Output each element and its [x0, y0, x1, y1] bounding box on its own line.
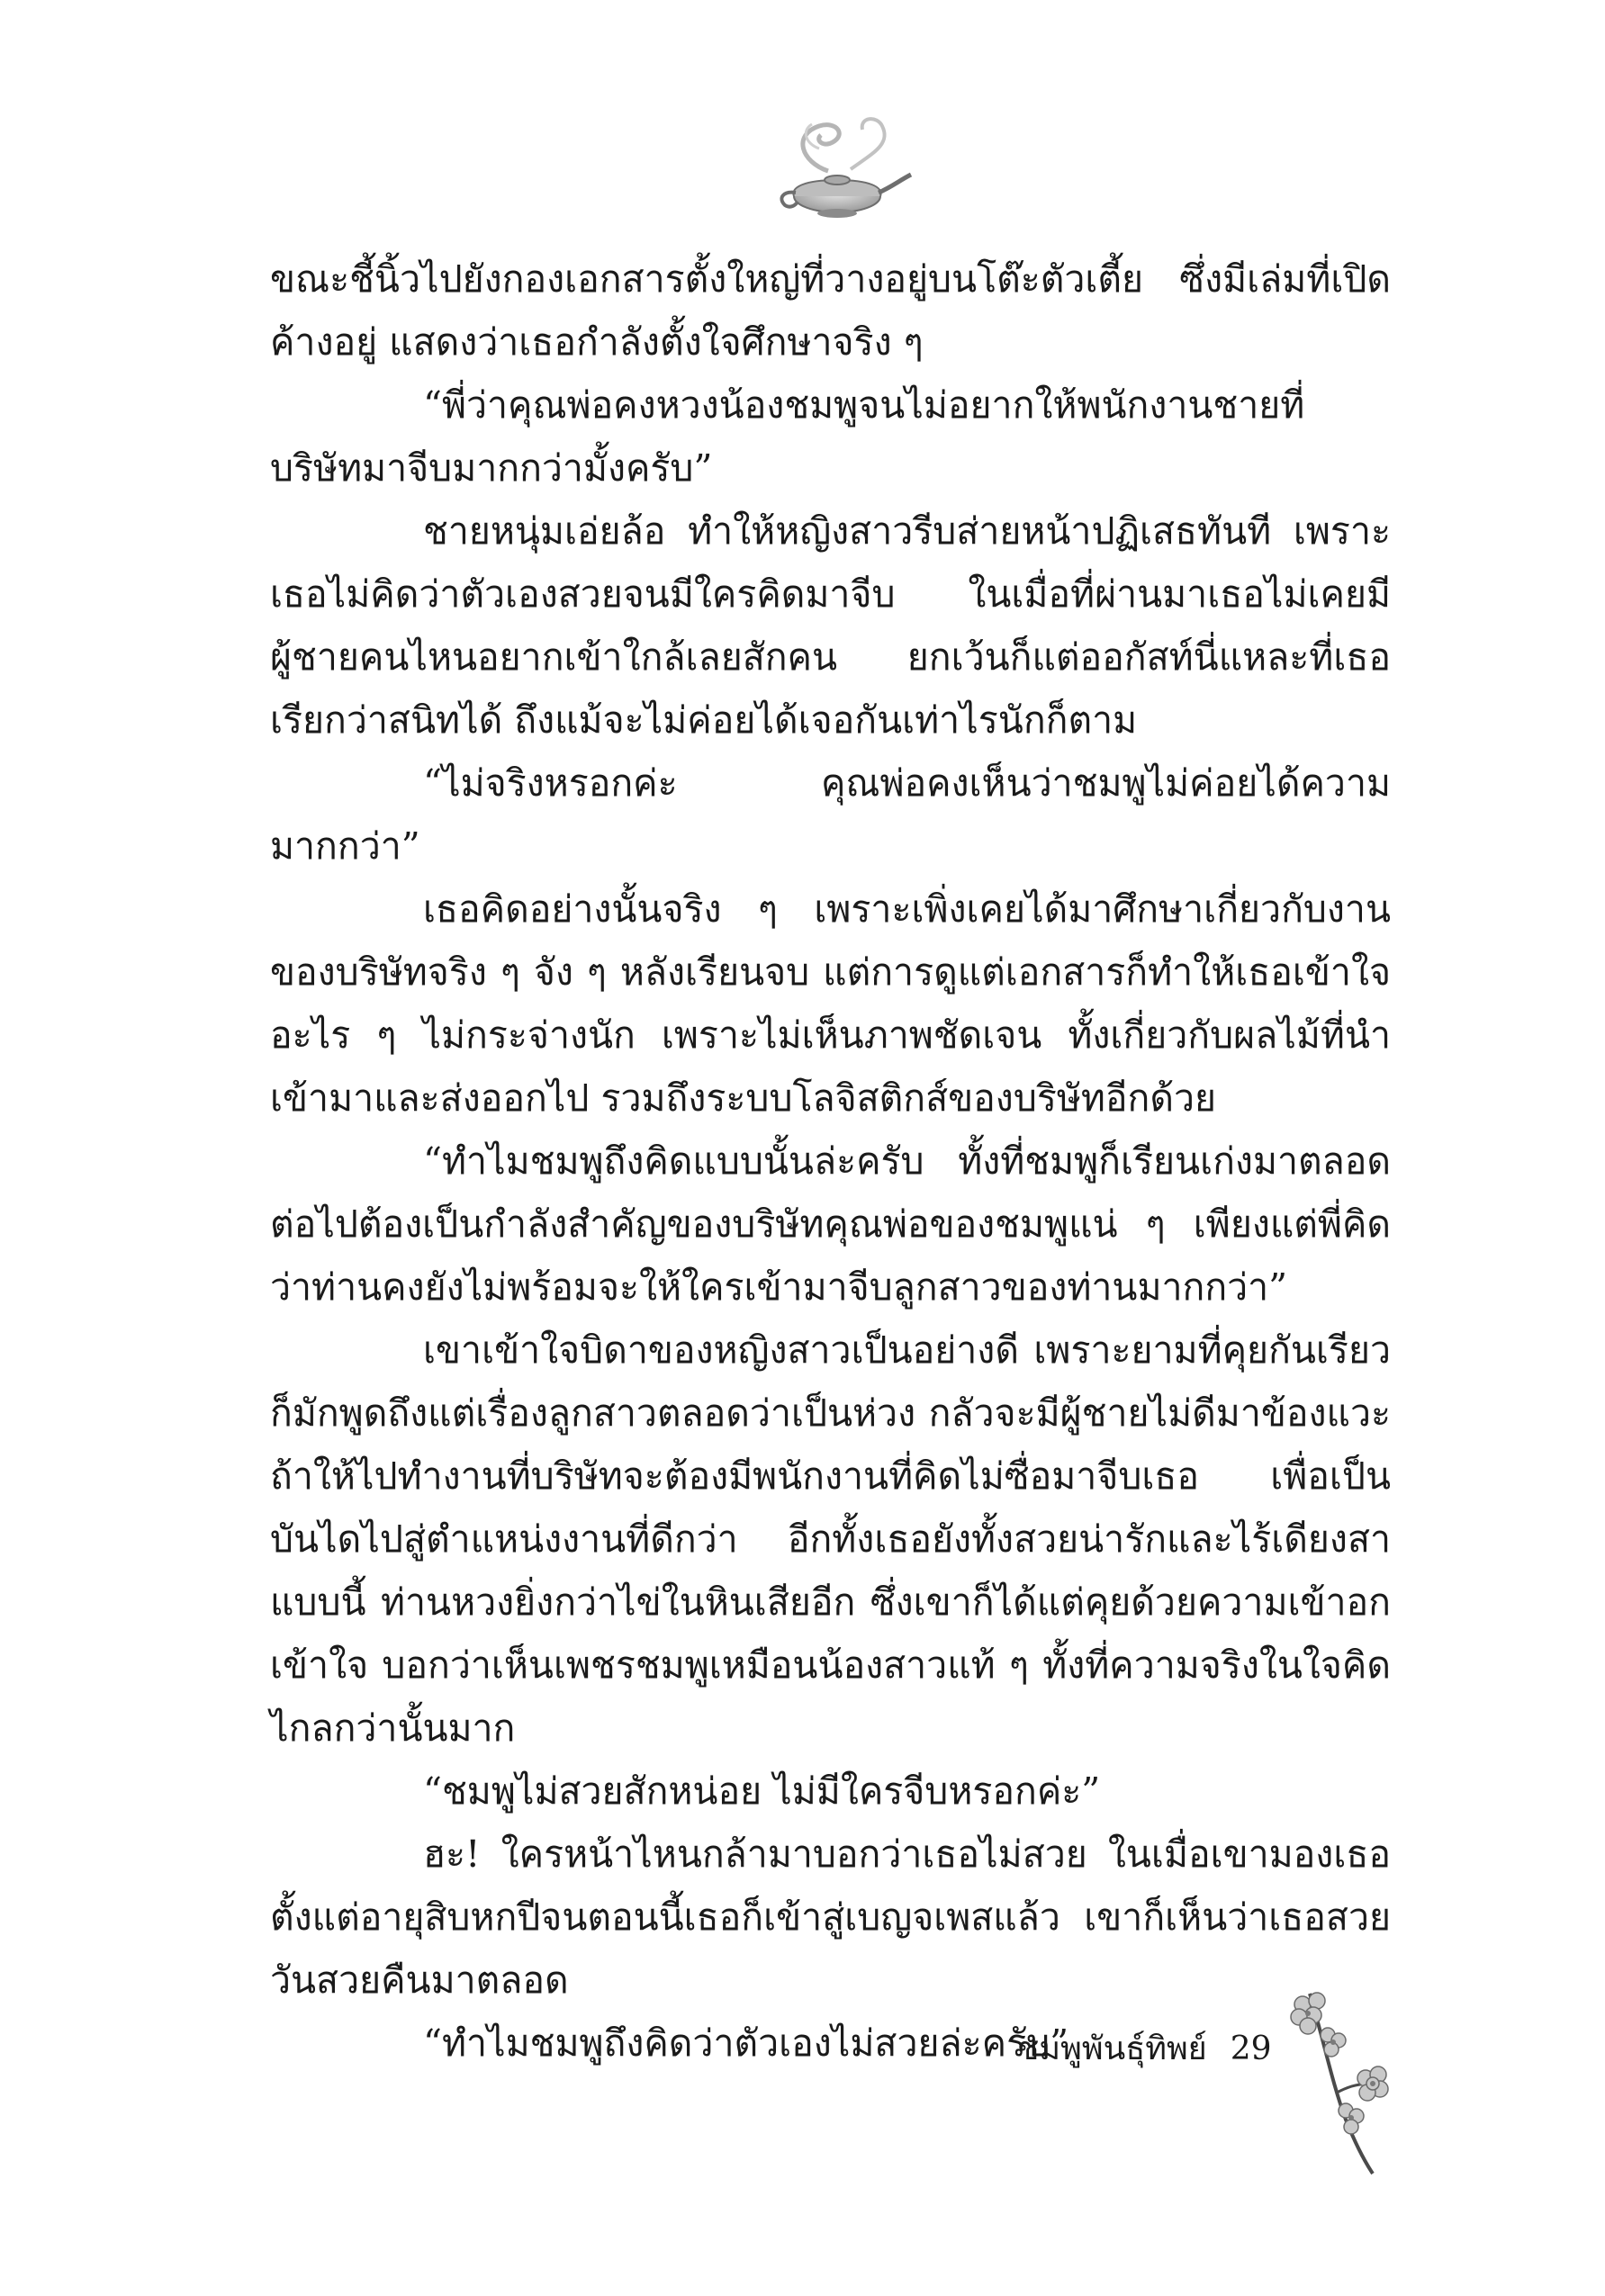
book-title: ชมพูพันธุ์ทิพย์ [1017, 2030, 1207, 2067]
paragraph: “พี่ว่าคุณพ่อคงหวงน้องชมพูจนไม่อยากให้พนักงานชายที่บริษัทมาจีบมากกว่ามั้งครับ” [270, 383, 1305, 490]
paragraph: ชายหนุ่มเอ่ยล้อ ทำให้หญิงสาวรีบส่ายหน้าปฏิเสธทันที เพราะเธอไม่คิดว่าตัวเองสวยจนมีใครคิดมาจีบ ในเมื่อที่ผ่านมาเธอไม่เคยมีผู้ชายคนไหนอยากเข้าใกล้เลยสักคน ยกเว้นก็แต่ออกัสท์นี่แหละที่เธอเรียกว่าสนิทได้ ถึงแม้จะไม่ค่อยได้เจอกันเท่าไรนักก็ตาม [270, 509, 1391, 742]
paragraph: ฮะ! ใครหน้าไหนกล้ามาบอกว่าเธอไม่สวย ในเมื่อเขามองเธอตั้งแต่อายุสิบหกปีจนตอนนี้เธอก็เข้าสู่เบญจเพสแล้ว เขาก็เห็นว่าเธอสวยวันสวยคืนมาตลอด [270, 1832, 1391, 2002]
paragraph: เธอคิดอย่างนั้นจริง ๆ เพราะเพิ่งเคยได้มาศึกษาเกี่ยวกับงานของบริษัทจริง ๆ จัง ๆ หลังเรียนจบ แต่การดูแต่เอกสารก็ทำให้เธอเข้าใจอะไร ๆ ไม่กระจ่างนัก เพราะไม่เห็นภาพชัดเจน ทั้งเกี่ยวกับผลไม้ที่นำเข้ามาและส่งออกไป รวมถึงระบบโลจิสติกส์ของบริษัทอีกด้วย [270, 887, 1391, 1120]
paragraph: “ทำไมชมพูถึงคิดแบบนั้นล่ะครับ ทั้งที่ชมพูก็เรียนเก่งมาตลอดต่อไปต้องเป็นกำลังสำคัญของบริษัทคุณพ่อของชมพูแน่ ๆ เพียงแต่พี่คิดว่าท่านคงยังไม่พร้อมจะให้ใครเข้ามาจีบลูกสาวของท่านมากกว่า” [270, 1139, 1391, 1309]
magic-lamp-icon [765, 108, 918, 225]
paragraph: “ไม่จริงหรอกค่ะ คุณพ่อคงเห็นว่าชมพูไม่ค่อยได้ความมากกว่า” [270, 761, 1391, 868]
paragraph: “ทำไมชมพูถึงคิดว่าตัวเองไม่สวยล่ะครับ” [423, 2021, 1069, 2065]
story-text [270, 248, 1391, 2075]
paragraph: “ชมพูไม่สวยสักหน่อย ไม่มีใครจีบหรอกค่ะ” [423, 1769, 1101, 1813]
page-number: 29 [1230, 2030, 1272, 2067]
paragraph: ขณะชี้นิ้วไปยังกองเอกสารตั้งใหญ่ที่วางอยู่บนโต๊ะตัวเตี้ย ซึ่งมีเล่มที่เปิดค้างอยู่ แสดงว่าเธอกำลังตั้งใจศึกษาจริง ๆ [270, 257, 1391, 364]
page-footer [1017, 2022, 1272, 2074]
paragraph: เขาเข้าใจบิดาของหญิงสาวเป็นอย่างดี เพราะยามที่คุยกันเรียวก็มักพูดถึงแต่เรื่องลูกสาวตลอดว่าเป็นห่วง กลัวจะมีผู้ชายไม่ดีมาข้องแวะถ้าให้ไปทำงานที่บริษัทจะต้องมีพนักงานที่คิดไม่ซื่อมาจีบเธอ เพื่อเป็นบันไดไปสู่ตำแหน่งงานที่ดีกว่า อีกทั้งเธอยังทั้งสวยน่ารักและไร้เดียงสาแบบนี้ ท่านหวงยิ่งกว่าไข่ในหินเสียอีก ซึ่งเขาก็ได้แต่คุยด้วยความเข้าอกเข้าใจ บอกว่าเห็นเพชรชมพูเหมือนน้องสาวแท้ ๆ ทั้งที่ความจริงในใจคิดไกลกว่านั้นมาก [270, 1328, 1391, 1750]
blossom-branch-icon [1283, 1985, 1391, 2178]
